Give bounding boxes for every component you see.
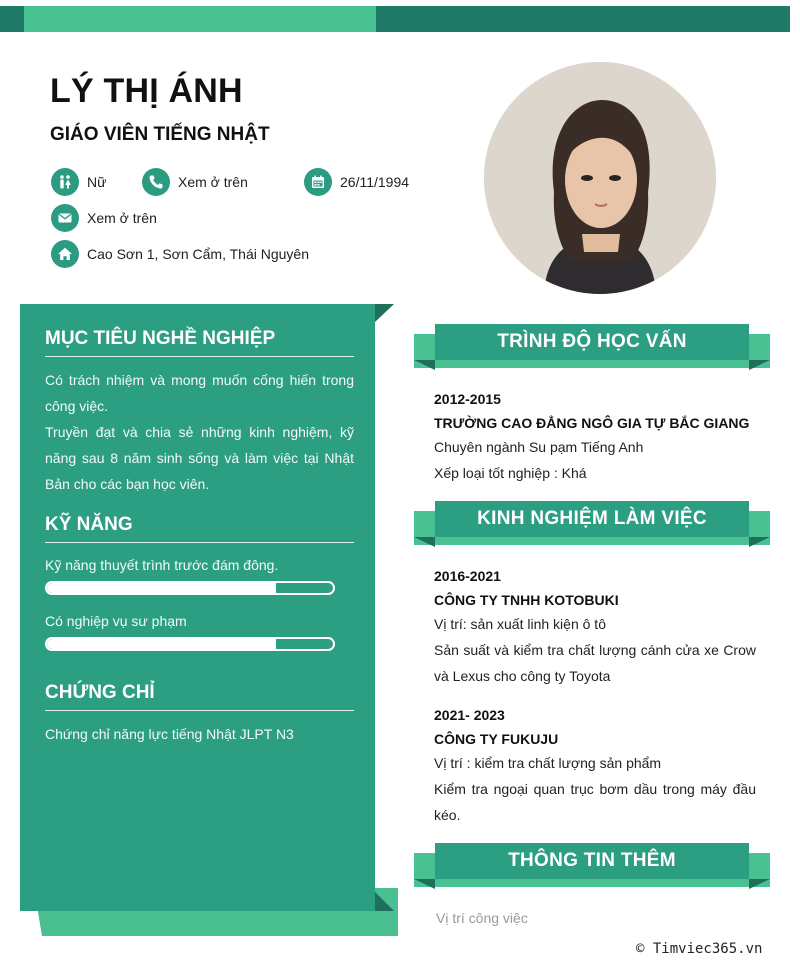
job-2-period: 2021- 2023 xyxy=(434,707,505,723)
gender-icon xyxy=(51,168,79,196)
profile-photo xyxy=(484,62,716,294)
email-icon xyxy=(51,204,79,232)
job-2-position: Vị trí : kiểm tra chất lượng sản phẩm xyxy=(434,755,662,771)
additional-heading: THÔNG TIN THÊM xyxy=(435,843,749,879)
skill-bar-fill-1 xyxy=(47,583,276,593)
education-ribbon xyxy=(414,324,770,370)
phone-info xyxy=(142,168,248,196)
birthday-value: 26/11/1994 xyxy=(340,174,410,190)
job-1-period: 2016-2021 xyxy=(434,568,501,584)
left-panel xyxy=(20,304,375,911)
objective-paragraph-1: Có trách nhiệm và mong muốn cống hiến trong công việc. xyxy=(45,372,354,414)
email-info xyxy=(51,204,157,232)
skill-label-2: Có nghiệp vụ sư phạm xyxy=(45,613,187,629)
email-value: Xem ở trên xyxy=(87,210,157,226)
gender-info xyxy=(51,168,106,196)
education-heading: TRÌNH ĐỘ HỌC VẤN xyxy=(435,324,749,360)
additional-placeholder: Vị trí công việc xyxy=(436,910,528,926)
education-school: TRƯỜNG CAO ĐẲNG NGÔ GIA TỰ BẮC GIANG xyxy=(434,415,750,431)
additional-ribbon xyxy=(414,843,770,889)
education-grade: Xếp loại tốt nghiệp : Khá xyxy=(434,465,587,481)
job-2-company: CÔNG TY FUKUJU xyxy=(434,731,559,747)
skill-bar-2 xyxy=(45,637,335,651)
skill-bar-fill-2 xyxy=(47,639,276,649)
experience-ribbon xyxy=(414,501,770,547)
certificates-heading: CHỨNG CHỈ xyxy=(45,682,354,711)
job-1-description: Sản suất và kiểm tra chất lượng cánh cửa xe Crow và Lexus cho công ty Toyota xyxy=(434,642,756,684)
job-1-company: CÔNG TY TNHH KOTOBUKI xyxy=(434,592,619,608)
candidate-name: LÝ THỊ ÁNH xyxy=(50,72,243,110)
objective-heading: MỤC TIÊU NGHỀ NGHIỆP xyxy=(45,328,354,357)
skill-bar-1 xyxy=(45,581,335,595)
gender-value: Nữ xyxy=(87,174,107,190)
panel-fold-bottom xyxy=(375,892,394,911)
skill-label-1: Kỹ năng thuyết trình trước đám đông. xyxy=(45,557,279,573)
calendar-icon xyxy=(304,168,332,196)
job-title: GIÁO VIÊN TIẾNG NHẬT xyxy=(50,124,270,145)
panel-fold-top xyxy=(375,304,394,322)
footer-copyright: © Timviec365.vn xyxy=(636,941,763,957)
home-icon xyxy=(51,240,79,268)
birthday-info xyxy=(304,168,409,196)
job-2-description: Kiểm tra ngoại quan trục bơm dầu trong máy đầu kéo. xyxy=(434,781,756,823)
education-period: 2012-2015 xyxy=(434,391,501,407)
experience-heading: KINH NGHIỆM LÀM VIỆC xyxy=(435,501,749,537)
skills-heading: KỸ NĂNG xyxy=(45,514,354,543)
address-info xyxy=(51,240,309,268)
phone-icon xyxy=(142,168,170,196)
education-major: Chuyên ngành Su pạm Tiếng Anh xyxy=(434,439,644,455)
top-bar-light xyxy=(24,6,376,32)
objective-paragraph-2: Truyền đạt và chia sẻ những kinh nghiệm, kỹ năng sau 8 năm sinh sống và làm việc tại Nhật Bản cho các bạn học viên. xyxy=(45,424,354,492)
phone-value: Xem ở trên xyxy=(178,174,248,190)
certificate-item: Chứng chỉ năng lực tiếng Nhật JLPT N3 xyxy=(45,726,294,742)
job-1-position: Vị trí: sản xuất linh kiện ô tô xyxy=(434,616,606,632)
address-value: Cao Sơn 1, Sơn Cẩm, Thái Nguyên xyxy=(87,246,309,262)
